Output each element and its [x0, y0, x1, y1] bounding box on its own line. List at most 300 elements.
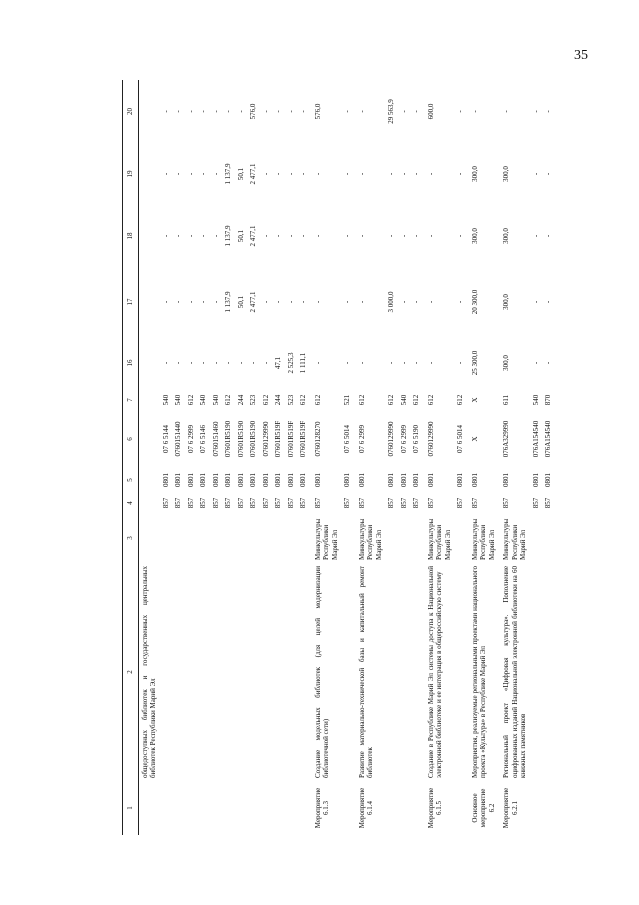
value-18: -	[274, 234, 282, 238]
value-16: -	[161, 361, 170, 365]
value-19: -	[426, 172, 435, 176]
section-code: 0801	[211, 473, 220, 487]
grbs-code: 857	[426, 497, 435, 509]
value-16: 300,0	[502, 355, 510, 371]
value-19: 1 137,9	[224, 163, 232, 185]
value-17: -	[211, 300, 220, 304]
value-17: -	[399, 300, 408, 304]
target-article: 07601R5190	[236, 420, 245, 458]
measure-name	[197, 563, 210, 781]
value-17: -	[161, 300, 170, 304]
intro-row	[138, 80, 160, 835]
expense-type: 244	[274, 394, 282, 406]
expense-type: 540	[174, 394, 182, 406]
value-17: -	[186, 300, 195, 304]
section-code: 0801	[412, 473, 420, 487]
value-19: -	[399, 172, 408, 176]
value-20: -	[456, 110, 464, 113]
value-17: -	[426, 300, 435, 304]
table-row	[454, 80, 467, 835]
table-row	[160, 80, 173, 835]
expense-type: X	[470, 397, 479, 403]
executor: Минкультуры Республики Марий Эл	[470, 518, 496, 560]
executor	[530, 513, 543, 563]
value-18: -	[299, 234, 307, 238]
value-16: -	[412, 361, 420, 365]
target-article: 0760129990	[387, 421, 395, 457]
expense-type: 612	[186, 394, 195, 406]
target-article: 07 6 5190	[412, 425, 420, 453]
grbs-code: 857	[199, 497, 207, 509]
target-article: 0760129990	[261, 421, 270, 457]
executor	[341, 513, 354, 563]
value-19: 300,0	[502, 166, 510, 182]
grbs-code: 857	[502, 497, 510, 509]
grbs-code: 857	[299, 497, 307, 509]
col-header: 2	[123, 563, 139, 781]
value-20: -	[174, 110, 182, 113]
expense-type: 612	[313, 394, 322, 406]
value-20: -	[299, 110, 307, 113]
table-row	[247, 80, 260, 835]
value-17: 2 477,1	[249, 291, 257, 313]
grbs-code: 857	[343, 497, 351, 509]
value-19: -	[531, 172, 540, 176]
table-row	[297, 80, 310, 835]
target-article: 0760128270	[313, 421, 322, 457]
measure-name	[454, 563, 467, 781]
value-20: -	[544, 110, 552, 113]
grbs-code: 857	[286, 497, 295, 509]
value-17: -	[199, 300, 207, 304]
measure-code	[297, 781, 310, 835]
target-article: 076A154540	[544, 420, 552, 458]
value-20: -	[224, 110, 232, 113]
grbs-code: 857	[224, 497, 232, 509]
section-code: 0801	[544, 473, 552, 487]
measure-code	[222, 781, 235, 835]
table-row	[210, 80, 223, 835]
value-17: -	[412, 300, 420, 304]
col-header: 1	[123, 781, 139, 835]
table-row	[222, 80, 235, 835]
section-code: 0801	[470, 473, 479, 487]
table-row	[310, 80, 342, 835]
target-article: 07601R519F	[286, 420, 295, 458]
executor: Минкультуры Республики Марий Эл	[357, 518, 383, 560]
measure-name: Региональный проект «Цифровая культура». Пополнение оцифрованных изданий Национальной электронной библиотеки на 60 книжных памятников	[502, 566, 527, 778]
section-code: 0801	[426, 473, 435, 487]
table-row	[285, 80, 298, 835]
grbs-code: 857	[211, 497, 220, 509]
col-header: 16	[123, 337, 139, 389]
executor	[297, 513, 310, 563]
grbs-code: 857	[174, 497, 182, 509]
value-17: -	[343, 300, 351, 304]
target-article: 0760151440	[174, 421, 182, 457]
measure-code	[530, 781, 543, 835]
measure-code	[260, 781, 273, 835]
section-code: 0801	[357, 473, 366, 487]
value-18: -	[286, 234, 295, 238]
executor	[197, 513, 210, 563]
value-16: -	[357, 361, 366, 365]
measure-code	[341, 781, 354, 835]
expense-type: 612	[261, 394, 270, 406]
section-code: 0801	[274, 473, 282, 487]
measure-name: Создание модельных библиотек (для целей модернизации библиотечной сети)	[313, 566, 330, 778]
value-16: 47,1	[274, 356, 282, 370]
grbs-code: 857	[470, 497, 479, 509]
value-17: 300,0	[502, 294, 510, 310]
value-19: -	[261, 172, 270, 176]
value-19: -	[186, 172, 195, 176]
value-17: -	[174, 300, 182, 304]
value-16: -	[544, 361, 552, 365]
expense-type: 523	[249, 394, 257, 406]
executor	[235, 513, 248, 563]
executor: Минкультуры Республики Марий Эл	[313, 518, 339, 560]
value-18: -	[357, 234, 366, 238]
expense-type: 540	[531, 394, 540, 406]
grbs-code: 857	[387, 497, 395, 509]
value-16: -	[261, 361, 270, 365]
section-code: 0801	[531, 473, 540, 487]
value-18: -	[313, 234, 322, 238]
expense-type: 612	[357, 394, 366, 406]
table-row	[172, 80, 185, 835]
table-row	[197, 80, 210, 835]
table-row	[410, 80, 423, 835]
section-code: 0801	[236, 473, 245, 487]
table-row	[354, 80, 386, 835]
expense-type: 612	[299, 394, 307, 406]
executor	[454, 513, 467, 563]
measure-code	[285, 781, 298, 835]
executor: Минкультуры Республики Марий Эл	[502, 518, 527, 560]
value-20: -	[531, 110, 540, 113]
col-header: 17	[123, 267, 139, 337]
section-code: 0801	[224, 473, 232, 487]
value-19: -	[199, 172, 207, 176]
table-row	[398, 80, 411, 835]
value-16: -	[343, 361, 351, 365]
value-19: -	[174, 172, 182, 176]
value-19: 2 477,1	[249, 163, 257, 185]
value-20: -	[161, 110, 170, 113]
value-20: -	[357, 110, 366, 113]
executor	[172, 513, 185, 563]
page-number: 35	[574, 48, 588, 63]
section-code: 0801	[456, 473, 464, 487]
measure-code	[160, 781, 173, 835]
intro-text: общедоступных библиотек и государственных центральных библиотек Республики Марий Эл	[140, 566, 157, 778]
section-code: 0801	[343, 473, 351, 487]
col-header: 18	[123, 205, 139, 267]
col-header: 19	[123, 143, 139, 205]
value-18: 1 137,9	[224, 225, 232, 247]
executor	[385, 513, 398, 563]
expense-type: 612	[224, 394, 232, 406]
target-article: 07601R5190	[224, 420, 232, 458]
value-20: -	[261, 110, 270, 113]
value-20: -	[470, 110, 479, 113]
value-20: -	[211, 110, 220, 113]
measure-name	[385, 563, 398, 781]
grbs-code: 857	[274, 497, 282, 509]
target-article: 07 6 2999	[357, 425, 366, 453]
measure-name	[398, 563, 411, 781]
target-article: 07 6 2999	[399, 425, 408, 453]
value-17: -	[299, 300, 307, 304]
value-20: 576,0	[249, 103, 257, 120]
expense-type: 612	[387, 394, 395, 406]
value-18: -	[399, 234, 408, 238]
target-article: 0760129990	[426, 421, 435, 457]
value-19: -	[412, 172, 420, 176]
grbs-code: 857	[161, 497, 170, 509]
expense-type: 612	[456, 394, 464, 406]
value-16: 25 300,0	[470, 350, 479, 376]
value-18: -	[161, 234, 170, 238]
table-row	[542, 80, 555, 835]
value-18: -	[174, 234, 182, 238]
target-article: 076A154540	[531, 420, 540, 458]
measure-code	[210, 781, 223, 835]
expense-type: 612	[412, 394, 420, 406]
value-19: -	[211, 172, 220, 176]
header-row	[123, 80, 139, 835]
value-16: -	[426, 361, 435, 365]
executor	[398, 513, 411, 563]
section-code: 0801	[249, 473, 257, 487]
measure-name	[542, 563, 555, 781]
target-article: X	[470, 436, 479, 442]
measure-name	[172, 563, 185, 781]
value-19: -	[456, 172, 464, 176]
table-row	[530, 80, 543, 835]
value-20: 576,0	[313, 103, 322, 120]
value-16: -	[531, 361, 540, 365]
value-17: 50,1	[236, 295, 245, 309]
target-article: 0760151460	[211, 421, 220, 457]
measure-name: Создание в Республике Марий Эл системы доступа к Национальной электронной библиотеке и ее интеграция в общероссийскую систему	[426, 566, 443, 778]
measure-name	[341, 563, 354, 781]
value-19: -	[313, 172, 322, 176]
expense-type: 540	[399, 394, 408, 406]
value-18: -	[199, 234, 207, 238]
section-code: 0801	[261, 473, 270, 487]
value-20: -	[236, 110, 245, 113]
target-article: 07 6 2999	[186, 425, 195, 453]
grbs-code: 857	[357, 497, 366, 509]
value-16: -	[186, 361, 195, 365]
table-body	[138, 80, 555, 835]
value-17: -	[357, 300, 366, 304]
value-20: -	[199, 110, 207, 113]
section-code: 0801	[286, 473, 295, 487]
value-18: -	[261, 234, 270, 238]
table-row	[498, 80, 530, 835]
expense-type: 540	[211, 394, 220, 406]
grbs-code: 857	[249, 497, 257, 509]
value-20: -	[502, 110, 510, 113]
value-17: 3 000,0	[387, 291, 395, 313]
value-18: -	[343, 234, 351, 238]
measure-name	[272, 563, 285, 781]
target-article: 076A329990	[502, 420, 510, 458]
measure-code	[235, 781, 248, 835]
col-header: 4	[123, 493, 139, 513]
measure-name	[160, 563, 173, 781]
value-18: -	[412, 234, 420, 238]
value-20: -	[286, 110, 295, 113]
value-16: -	[236, 361, 245, 365]
executor	[542, 513, 555, 563]
grbs-code: 857	[531, 497, 540, 509]
grbs-code: 857	[456, 497, 464, 509]
section-code: 0801	[387, 473, 395, 487]
expense-type: 870	[544, 394, 552, 406]
measure-code: Мероприятие 6.1.4	[357, 787, 374, 829]
value-20: 29 563,9	[387, 99, 395, 124]
value-16: -	[313, 361, 322, 365]
value-18: 50,1	[236, 229, 245, 243]
measure-code	[542, 781, 555, 835]
table-row	[385, 80, 398, 835]
value-16: -	[399, 361, 408, 365]
value-17: -	[274, 300, 282, 304]
value-18: -	[211, 234, 220, 238]
expense-type: 540	[199, 394, 207, 406]
value-19: -	[299, 172, 307, 176]
measure-name	[530, 563, 543, 781]
executor	[410, 513, 423, 563]
measure-code: Мероприятие 6.1.5	[426, 787, 443, 829]
measure-name: Мероприятия, реализуемые региональными проектами национального проекта «Культура» в Республике Марий Эл	[470, 566, 487, 778]
expense-type: 612	[426, 394, 435, 406]
measure-name: Развитие материально-технической базы и капитальный ремонт библиотек	[357, 566, 374, 778]
value-16: -	[249, 361, 257, 365]
table-row	[272, 80, 285, 835]
value-19: -	[544, 172, 552, 176]
value-18: -	[426, 234, 435, 238]
value-16: -	[211, 361, 220, 365]
executor	[272, 513, 285, 563]
target-article: 07 6 5144	[161, 425, 170, 453]
executor	[210, 513, 223, 563]
target-article: 07601R5190	[249, 420, 257, 458]
executor	[185, 513, 198, 563]
value-17: -	[544, 300, 552, 304]
table-row	[423, 80, 455, 835]
measure-name	[185, 563, 198, 781]
value-16: -	[456, 361, 464, 365]
table-row	[235, 80, 248, 835]
measure-code	[410, 781, 423, 835]
value-17: -	[456, 300, 464, 304]
section-code: 0801	[313, 473, 322, 487]
col-header: 7	[123, 389, 139, 411]
value-17: -	[286, 300, 295, 304]
value-18: -	[531, 234, 540, 238]
executor	[160, 513, 173, 563]
col-header: 20	[123, 80, 139, 143]
value-18: -	[387, 234, 395, 238]
measure-name	[210, 563, 223, 781]
measure-code	[247, 781, 260, 835]
target-article: 07601R519F	[274, 420, 282, 458]
value-17: -	[313, 300, 322, 304]
grbs-code: 857	[261, 497, 270, 509]
expense-type: 523	[286, 394, 295, 406]
value-17: -	[531, 300, 540, 304]
value-17: 1 137,9	[224, 291, 232, 313]
measure-name	[285, 563, 298, 781]
col-header: 5	[123, 467, 139, 493]
measure-code	[185, 781, 198, 835]
grbs-code: 857	[186, 497, 195, 509]
section-code: 0801	[161, 473, 170, 487]
value-19: 50,1	[236, 167, 245, 181]
value-16: -	[387, 361, 395, 365]
rotated-table-wrapper	[122, 80, 617, 835]
budget-table	[122, 80, 555, 835]
value-18: 2 477,1	[249, 225, 257, 247]
measure-code: Мероприятие 6.2.1	[502, 787, 519, 829]
value-18: -	[456, 234, 464, 238]
measure-name	[222, 563, 235, 781]
value-18: 300,0	[502, 228, 510, 244]
grbs-code: 857	[236, 497, 245, 509]
col-header: 6	[123, 411, 139, 467]
value-20: -	[343, 110, 351, 113]
target-article: 07 6 5146	[199, 425, 207, 453]
table-row	[341, 80, 354, 835]
value-20: -	[186, 110, 195, 113]
section-code: 0801	[186, 473, 195, 487]
value-17: -	[261, 300, 270, 304]
value-18: -	[544, 234, 552, 238]
value-17: 20 300,0	[470, 289, 479, 315]
value-20: -	[412, 110, 420, 113]
measure-code	[272, 781, 285, 835]
measure-code	[454, 781, 467, 835]
executor: Минкультуры Республики Марий Эл	[426, 518, 452, 560]
col-header: 3	[123, 513, 139, 563]
value-16: 1 111,1	[299, 352, 307, 374]
executor	[285, 513, 298, 563]
value-20: -	[274, 110, 282, 113]
executor	[247, 513, 260, 563]
value-16: -	[224, 361, 232, 365]
measure-name	[410, 563, 423, 781]
section-code: 0801	[299, 473, 307, 487]
table-row	[260, 80, 273, 835]
value-19: -	[161, 172, 170, 176]
target-article: 07 6 5014	[456, 425, 464, 453]
measure-code: Мероприятие 6.1.3	[313, 787, 330, 829]
value-20: 600,0	[426, 103, 435, 120]
measure-code	[398, 781, 411, 835]
expense-type: 611	[502, 394, 510, 406]
table-row	[467, 80, 499, 835]
value-19: -	[357, 172, 366, 176]
grbs-code: 857	[313, 497, 322, 509]
value-19: -	[286, 172, 295, 176]
measure-code: Основное мероприятие 6.2	[470, 788, 496, 828]
measure-name	[260, 563, 273, 781]
